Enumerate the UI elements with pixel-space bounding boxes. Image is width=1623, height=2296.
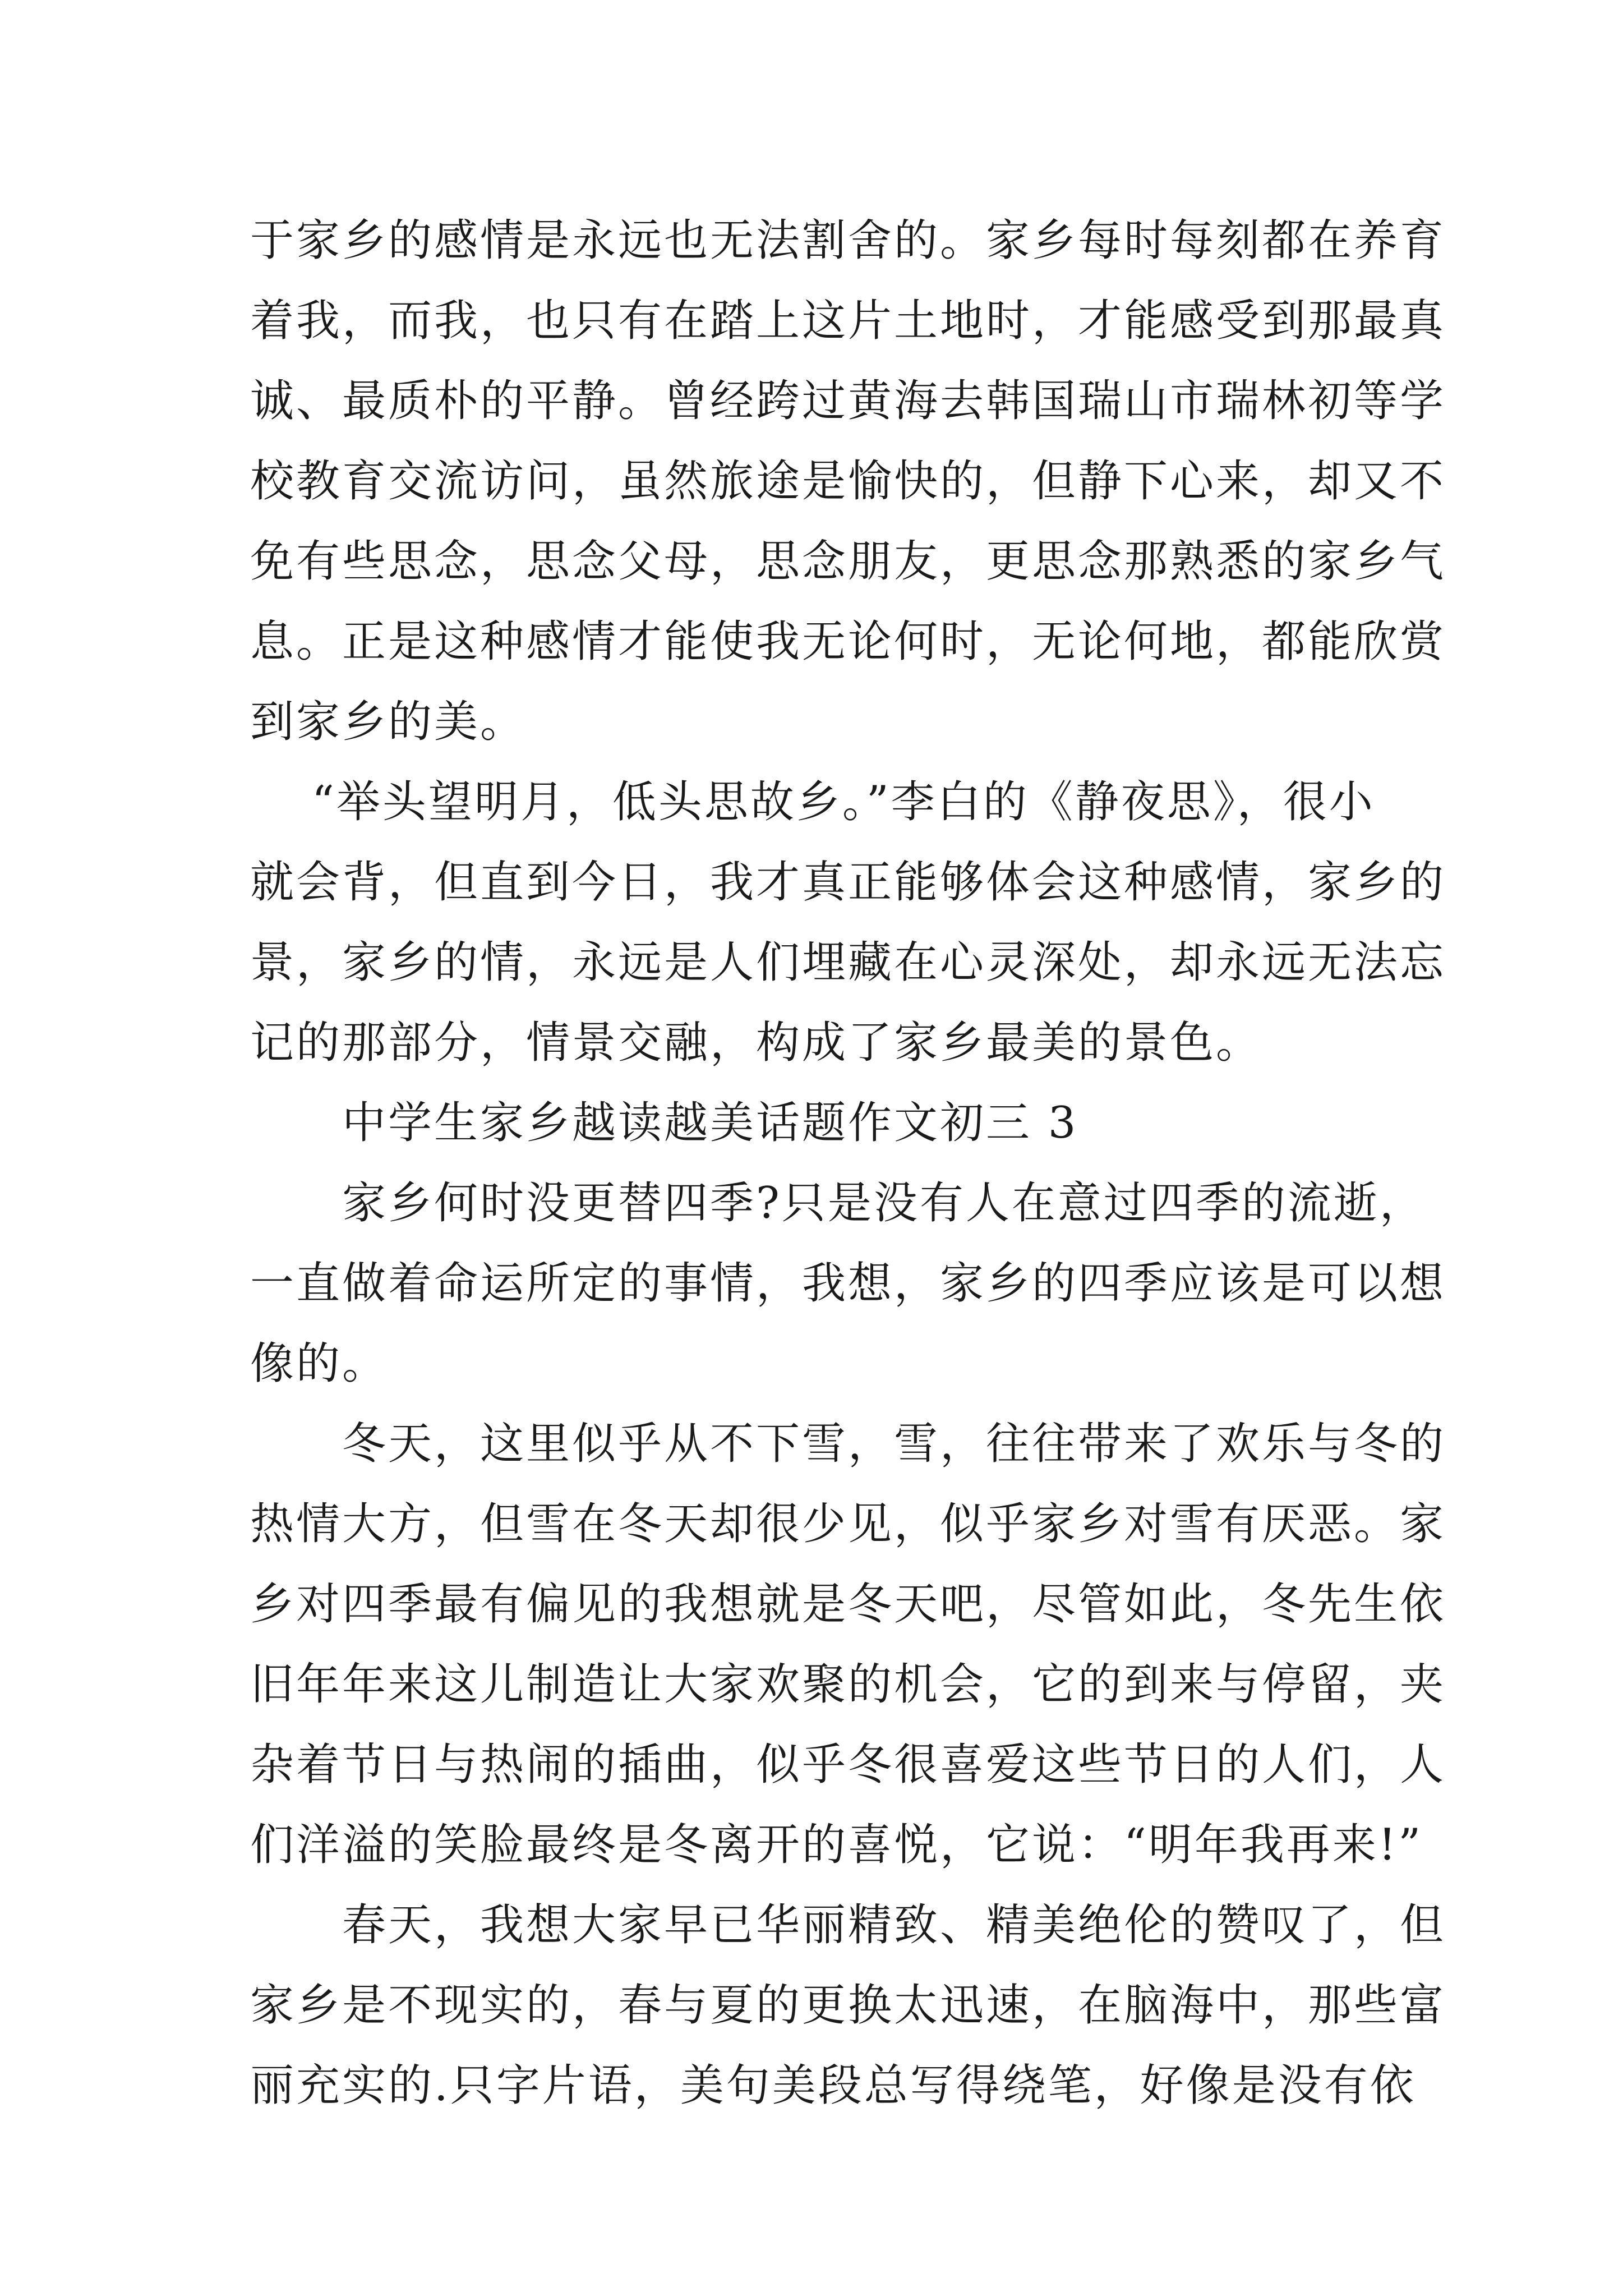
text-line: 校教育交流访问，虽然旅途是愉快的，但静下心来，却又不	[250, 456, 1446, 507]
text-line: 家乡是不现实的，春与夏的更换太迅速，在脑海中，那些富	[250, 1980, 1446, 2031]
text-line: 旧年年来这儿制造让大家欢聚的机会，它的到来与停留，夹	[250, 1659, 1446, 1710]
paragraph-1	[250, 201, 1446, 762]
text-line: 家乡何时没更替四季?只是没有人在意过四季的流逝，	[342, 1178, 1426, 1228]
text-line: 记的那部分，情景交融，构成了家乡最美的景色。	[250, 1018, 1262, 1068]
document-body	[250, 201, 1446, 2126]
text-line: 们洋溢的笑脸最终是冬离开的喜悦，它说：“明年我再来!”	[250, 1820, 1423, 1870]
paragraph-2	[250, 762, 1446, 1083]
text-line: 到家乡的美。	[250, 697, 527, 747]
text-line: 杂着节日与热闹的插曲，似乎冬很喜爱这些节日的人们，人	[250, 1740, 1446, 1790]
text-line: 着我，而我，也只有在踏上这片土地时，才能感受到那最真	[250, 296, 1446, 346]
text-line: 像的。	[250, 1338, 389, 1389]
text-line: “举头望明月，低头思故乡。”李白的《静夜思》，很小	[312, 777, 1375, 827]
text-line: 乡对四季最有偏见的我想就是冬天吧，尽管如此，冬先生依	[250, 1579, 1446, 1630]
text-line: 丽充实的.只字片语，美句美段总写得绕笔，好像是没有依	[250, 2060, 1416, 2111]
text-line: 诚、最质朴的平静。曾经跨过黄海去韩国瑞山市瑞林初等学	[250, 376, 1446, 426]
text-line: 息。正是这种感情才能使我无论何时，无论何地，都能欣赏	[250, 616, 1446, 667]
text-line: 热情大方，但雪在冬天却很少见，似乎家乡对雪有厌恶。家	[250, 1499, 1446, 1549]
text-line: 于家乡的感情是永远也无法割舍的。家乡每时每刻都在养育	[250, 215, 1446, 266]
text-line: 景，家乡的情，永远是人们埋藏在心灵深处，却永远无法忘	[250, 937, 1446, 988]
paragraph-5	[250, 1885, 1446, 2126]
text-line: 春天，我想大家早已华丽精致、精美绝伦的赞叹了，但	[342, 1900, 1446, 1950]
text-line: 一直做着命运所定的事情，我想，家乡的四季应该是可以想	[250, 1258, 1446, 1309]
heading-line: 中学生家乡越读越美话题作文初三 3	[342, 1098, 1078, 1148]
paragraph-4	[250, 1404, 1446, 1885]
text-line: 免有些思念，思念父母，思念朋友，更思念那熟悉的家乡气	[250, 536, 1446, 587]
text-line: 冬天，这里似乎从不下雪，雪，往往带来了欢乐与冬的	[342, 1419, 1446, 1469]
text-line: 就会背，但直到今日，我才真正能够体会这种感情，家乡的	[250, 857, 1446, 908]
section-heading	[250, 1083, 1377, 1163]
paragraph-3	[250, 1163, 1446, 1404]
